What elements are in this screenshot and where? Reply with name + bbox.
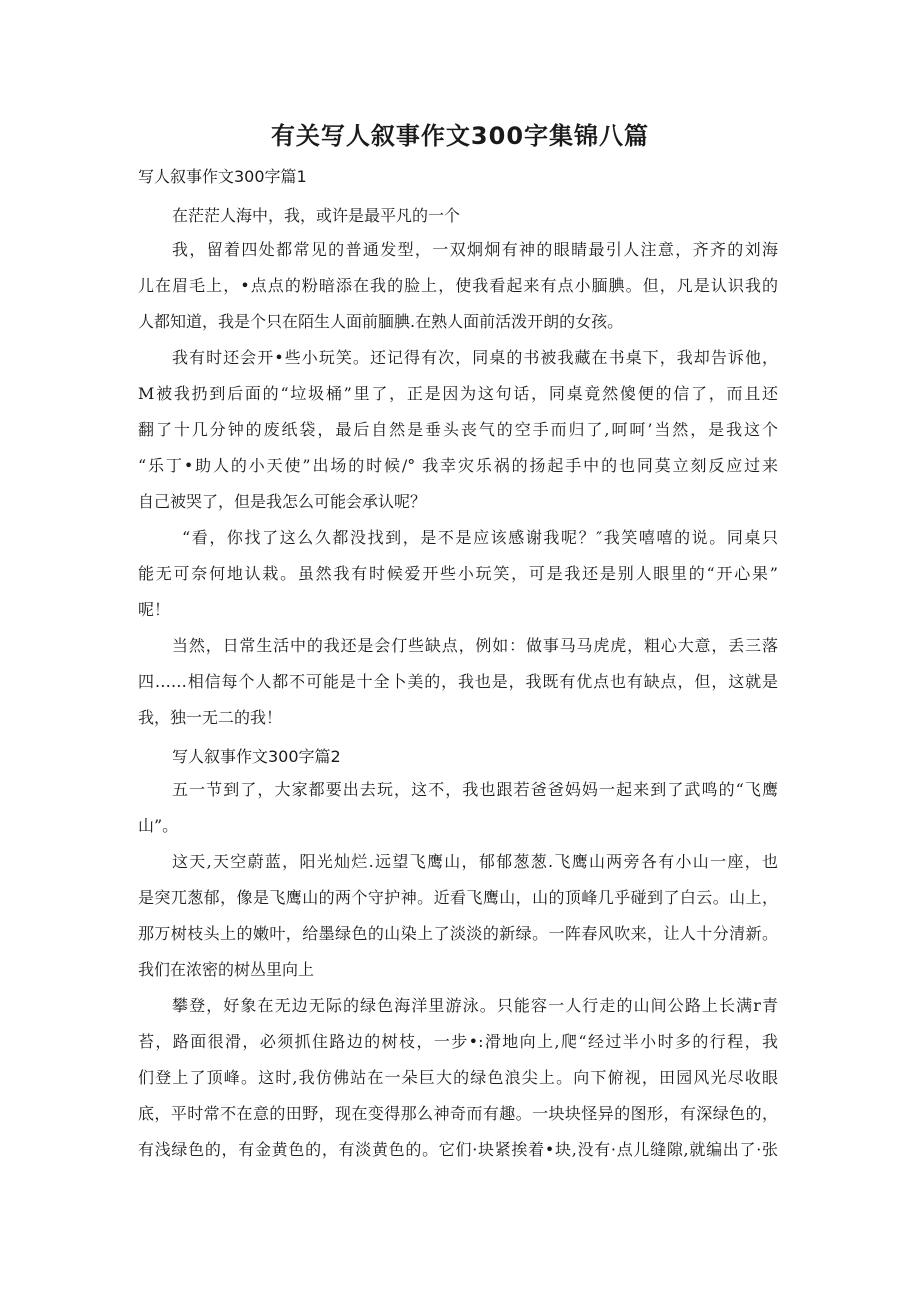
paragraph-line: 是突兀葱郁，像是飞鹰山的两个守护神。近看飞鹰山，山的顶峰几乎碰到了白云。山上， [138,888,778,907]
paragraph-line: 四……相信每个人都不可能是十全卜美的，我也是，我既有优点也有缺点，但，这就是 [138,672,778,691]
paragraph-line: 自己被哭了，但是我怎么可能会承认呢？ [138,492,427,511]
paragraph-line: M被我扔到后面的“垃圾桶”里了，正是因为这句话，同桌竟然傻便的信了，而且还 [138,384,778,403]
paragraph-line: 我，独一无二的我！ [138,708,283,727]
paragraph-line: 我有时还会开•些小玩笑。还记得有次，同桌的书被我藏在书桌下，我却告诉他， [172,348,778,367]
section-heading-1: 写人叙事作文300字篇1 [138,167,307,186]
paragraph-line: “看，你找了这么久都没找到，是不是应该感谢我呢？″我笑嘻嘻的说。同桌只 [182,528,778,547]
paragraph-line: 我们在浓密的树丛里向上 [138,960,315,979]
paragraph-line: 底，平时常不在意的田野，现在变得那么神奇而有趣。一块块怪异的图形，有深绿色的， [138,1104,778,1123]
paragraph-line: 能无可奈何地认栽。虽然我有时候爱开些小玩笑，可是我还是别人眼里的“开心果” [138,564,778,583]
paragraph-line: 有浅绿色的，有金黄色的，有淡黄色的。它们·块紧挨着•块,没有·点儿缝隙,就编出了·张 [138,1140,778,1159]
paragraph-line: 那万树枝头上的嫩叶，给墨绿色的山染上了淡淡的新绿。一阵春风吹来，让人十分清新。 [138,924,778,943]
paragraph-line: 在茫茫人海中，我，或许是最平凡的一个 [172,206,461,225]
paragraph-line: 当然，日常生活中的我还是会仃些缺点，例如：做事马马虎虎，粗心大意，丢三落 [172,636,778,655]
paragraph-line: 苔，路面很滑，必须抓住路边的树枝，一步•:滑地向上,爬“经过半小时多的行程，我 [138,1032,778,1051]
paragraph-line: “乐丁•助人的小天使”出场的时候/° 我幸灾乐祸的扬起手中的也同莫立刻反应过来 [138,456,778,475]
paragraph-line: 儿在眉毛上，•点点的粉暗添在我的脸上，使我看起来有点小腼腆。但，凡是认识我的 [138,276,778,295]
section-heading-2: 写人叙事作文300字篇2 [172,747,341,766]
paragraph-line: 攀登，好象在无边无际的绿色海洋里游泳。只能容一人行走的山间公路上长满r青 [172,996,778,1015]
paragraph-line: 呢！ [138,600,171,619]
paragraph-line: 山”。 [138,816,179,835]
paragraph-line: 人都知道，我是个只在陌生人面前腼腆.在熟人面前活泼开朗的女孩。 [138,312,624,331]
paragraph-line: 这天,天空蔚蓝，阳光灿烂.远望飞鹰山，郁郁葱葱.飞鹰山两旁各有小山一座，也 [172,852,778,871]
paragraph-line: 我，留着四处都常见的普通发型，一双炯炯有神的眼睛最引人注意，齐齐的刘海 [172,240,778,259]
page-title: 有关写人叙事作文300字集锦八篇 [270,122,650,150]
paragraph-line: 五一节到了，大家都要出去玩，这不，我也跟若爸爸妈妈一起来到了武鸣的“飞鹰 [172,780,778,799]
paragraph-line: 翻了十几分钟的废纸袋，最后自然是垂头丧气的空手而归了,呵呵’当然，是我这个 [138,420,778,439]
paragraph-line: 们登上了顶峰。这时,我仿佛站在一朵巨大的绿色浪尖上。向下俯视，田园风光尽收眼 [138,1068,778,1087]
